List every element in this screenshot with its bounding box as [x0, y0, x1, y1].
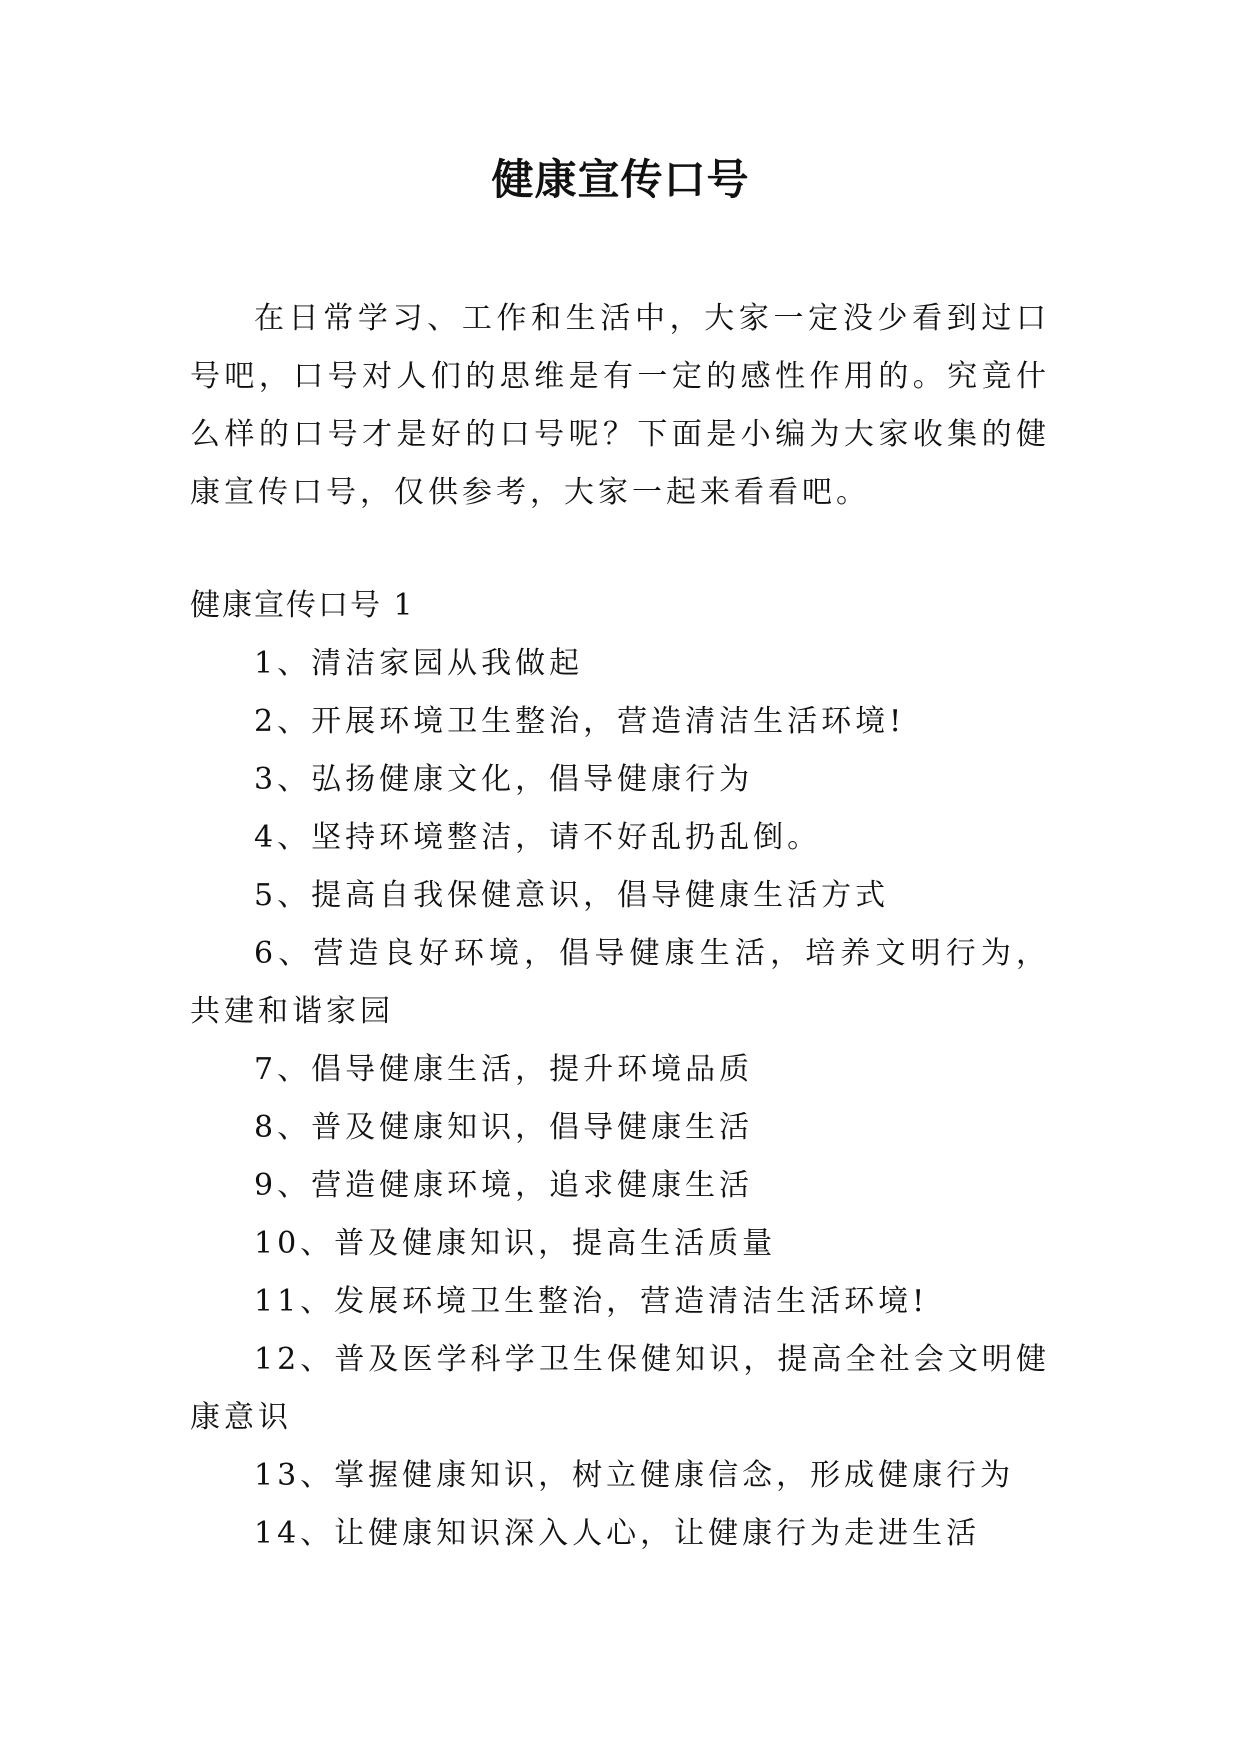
slogan-item: 12、普及医学科学卫生保健知识，提高全社会文明健康意识 — [190, 1342, 1050, 1435]
document-title: 健康宣传口号 — [491, 155, 750, 204]
slogan-list — [190, 635, 1050, 1563]
slogan-item: 7、倡导健康生活，提升环境品质 — [254, 1052, 754, 1087]
slogan-item: 3、弘扬健康文化，倡导健康行为 — [254, 762, 754, 797]
slogan-item: 8、普及健康知识，倡导健康生活 — [254, 1110, 754, 1145]
slogan-item: 5、提高自我保健意识，倡导健康生活方式 — [254, 878, 890, 913]
slogan-item: 11、发展环境卫生整治，营造清洁生活环境! — [254, 1284, 929, 1319]
section-heading: 健康宣传口号 1 — [190, 588, 415, 623]
slogan-item: 10、普及健康知识，提高生活质量 — [254, 1226, 777, 1261]
slogan-item: 14、让健康知识深入人心，让健康行为走进生活 — [254, 1516, 981, 1551]
slogan-item: 4、坚持环境整洁，请不好乱扔乱倒。 — [254, 820, 822, 855]
slogan-item: 13、掌握健康知识，树立健康信念，形成健康行为 — [254, 1458, 1015, 1493]
slogan-item: 6、营造良好环境，倡导健康生活，培养文明行为，共建和谐家园 — [190, 936, 1050, 1029]
intro-paragraph: 在日常学习、工作和生活中，大家一定没少看到过口号吧，口号对人们的思维是有一定的感性作用的。究竟什么样的口号才是好的口号呢？下面是小编为大家收集的健康宣传口号，仅供参考，大家一起来看看吧。 — [190, 301, 1050, 510]
slogan-item: 2、开展环境卫生整治，营造清洁生活环境! — [254, 704, 906, 739]
slogan-item: 1、清洁家园从我做起 — [254, 646, 584, 681]
slogan-item: 9、营造健康环境，追求健康生活 — [254, 1168, 754, 1203]
